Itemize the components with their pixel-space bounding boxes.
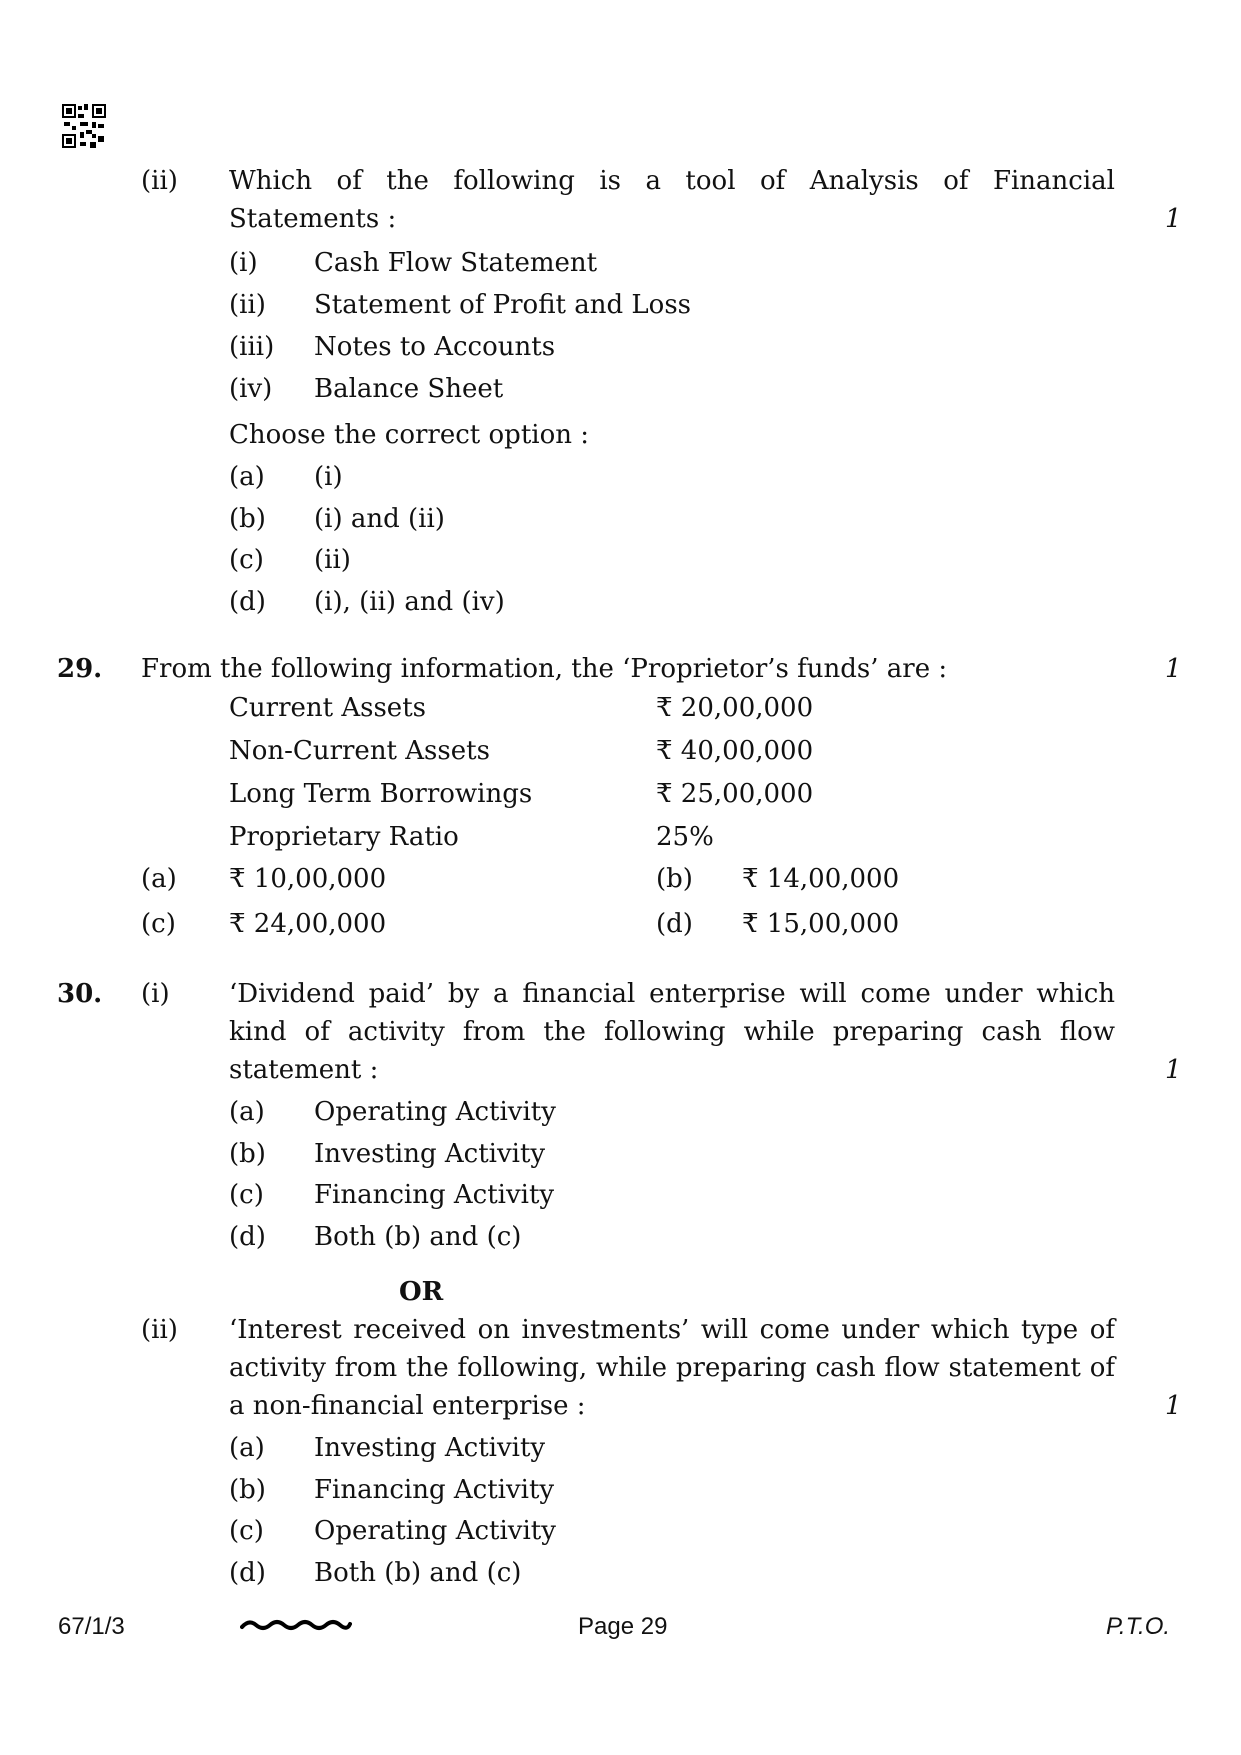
option-label: (b) <box>229 504 266 534</box>
data-row-value: 25% <box>656 822 714 852</box>
option-text: ₹ 14,00,000 <box>742 864 900 894</box>
option-label: (c) <box>141 909 176 939</box>
item-text: Cash Flow Statement <box>314 248 598 278</box>
option-text: ₹ 24,00,000 <box>229 909 387 939</box>
option-text: (ii) <box>314 545 351 575</box>
option-label: (d) <box>229 1222 266 1252</box>
question-text: Statements : <box>229 204 397 234</box>
question-text: Which of the following is a tool of Analysis of Financial <box>229 166 1115 196</box>
question-number: 30. <box>57 979 103 1009</box>
option-text: ₹ 10,00,000 <box>229 864 387 894</box>
data-row-label: Long Term Borrowings <box>229 779 533 809</box>
option-label: (b) <box>229 1475 266 1505</box>
option-label: (d) <box>229 587 266 617</box>
option-text: Investing Activity <box>314 1139 546 1169</box>
item-label: (ii) <box>229 290 266 320</box>
item-text: Notes to Accounts <box>314 332 556 362</box>
option-text: (i), (ii) and (iv) <box>314 587 505 617</box>
instruction-text: Choose the correct option : <box>229 420 590 450</box>
option-text: Operating Activity <box>314 1516 556 1546</box>
item-label: (i) <box>229 248 258 278</box>
option-text: Operating Activity <box>314 1097 556 1127</box>
option-text: Financing Activity <box>314 1475 555 1505</box>
item-label: (iii) <box>229 332 275 362</box>
data-row-label: Current Assets <box>229 693 426 723</box>
option-text: (i) and (ii) <box>314 504 445 534</box>
option-label: (d) <box>656 909 693 939</box>
question-text: a non-financial enterprise : <box>229 1391 586 1421</box>
item-text: Balance Sheet <box>314 374 504 404</box>
question-text: ‘Interest received on investments’ will come under which type of <box>229 1315 1115 1345</box>
marks: 1 <box>1165 1055 1182 1085</box>
option-label: (c) <box>229 545 264 575</box>
qr-code-icon <box>62 104 106 148</box>
question-text: activity from the following, while preparing cash flow statement of <box>229 1353 1115 1383</box>
option-label: (d) <box>229 1558 266 1588</box>
subquestion-number: (i) <box>141 979 170 1009</box>
option-label: (a) <box>229 1097 265 1127</box>
data-row-value: ₹ 25,00,000 <box>656 779 814 809</box>
option-label: (a) <box>229 1433 265 1463</box>
option-label: (c) <box>229 1180 264 1210</box>
question-number: 29. <box>57 654 103 684</box>
option-text: Investing Activity <box>314 1433 546 1463</box>
option-label: (b) <box>656 864 693 894</box>
option-label: (c) <box>229 1516 264 1546</box>
question-text: From the following information, the ‘Proprietor’s funds’ are : <box>141 654 948 684</box>
tilde-ornament-icon <box>240 1616 352 1634</box>
option-text: Financing Activity <box>314 1180 555 1210</box>
question-text: statement : <box>229 1055 379 1085</box>
option-label: (a) <box>141 864 177 894</box>
item-text: Statement of Profit and Loss <box>314 290 692 320</box>
data-row-value: ₹ 40,00,000 <box>656 736 814 766</box>
pto-label: P.T.O. <box>1106 1613 1171 1640</box>
paper-code: 67/1/3 <box>58 1613 125 1640</box>
or-separator: OR <box>399 1277 444 1307</box>
data-row-value: ₹ 20,00,000 <box>656 693 814 723</box>
option-text: ₹ 15,00,000 <box>742 909 900 939</box>
marks: 1 <box>1165 654 1182 684</box>
option-label: (a) <box>229 462 265 492</box>
data-row-label: Proprietary Ratio <box>229 822 459 852</box>
subquestion-number: (ii) <box>141 1315 178 1345</box>
option-text: Both (b) and (c) <box>314 1558 522 1588</box>
option-text: Both (b) and (c) <box>314 1222 522 1252</box>
option-text: (i) <box>314 462 343 492</box>
question-text: kind of activity from the following while preparing cash flow <box>229 1017 1115 1047</box>
marks: 1 <box>1165 204 1182 234</box>
marks: 1 <box>1165 1391 1182 1421</box>
option-label: (b) <box>229 1139 266 1169</box>
subquestion-number: (ii) <box>141 166 178 196</box>
question-text: ‘Dividend paid’ by a financial enterprise will come under which <box>229 979 1115 1009</box>
item-label: (iv) <box>229 374 273 404</box>
data-row-label: Non-Current Assets <box>229 736 490 766</box>
page-number: Page 29 <box>578 1613 668 1640</box>
